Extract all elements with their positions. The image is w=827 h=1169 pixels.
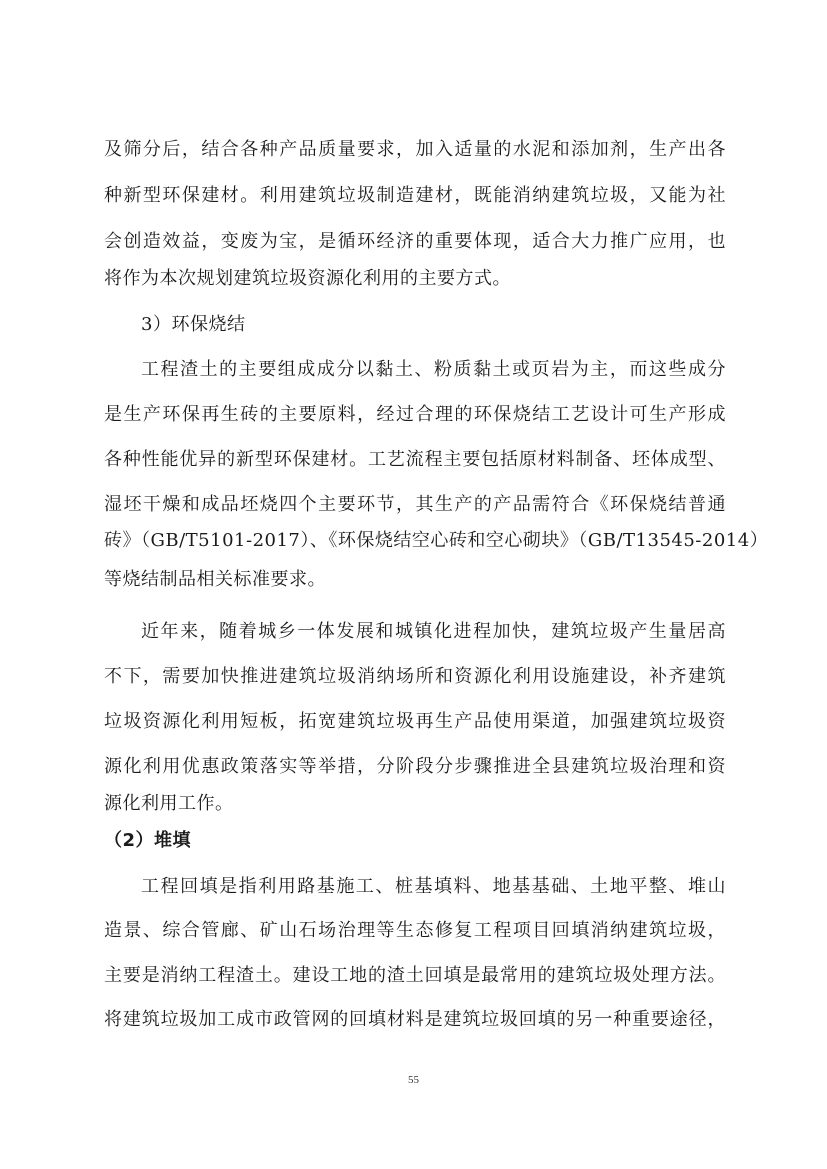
paragraph-line: 源化利用优惠政策落实等举措，分阶段分步骤推进全县建筑垃圾治理和资 [104,756,726,777]
paragraph-line: 是生产环保再生砖的主要原料，经过合理的环保烧结工艺设计可生产形成 [104,404,726,425]
page-number: 55 [408,1074,419,1086]
paragraph-line: 垃圾资源化利用短板，拓宽建筑垃圾再生产品使用渠道，加强建筑垃圾资 [104,711,726,732]
paragraph-line: 将作为本次规划建筑垃圾资源化利用的主要方式。 [104,268,511,289]
paragraph-line: 工程回填是指利用路基施工、桩基填料、地基基础、土地平整、堆山 [141,876,726,897]
paragraph-line: 主要是消纳工程渣土。建设工地的渣土回填是最常用的建筑垃圾处理方法。 [104,965,726,986]
paragraph-line: 等烧结制品相关标准要求。 [104,569,326,590]
subsection-heading: 3）环保烧结 [141,314,246,335]
paragraph-line: 会创造效益，变废为宝，是循环经济的重要体现，适合大力推广应用，也 [104,231,726,252]
paragraph-line: 造景、综合管廊、矿山石场治理等生态修复工程项目回填消纳建筑垃圾， [104,920,726,941]
paragraph-line: 源化利用工作。 [104,793,234,814]
section-heading: （2）堆填 [104,830,192,851]
paragraph-line: 工程渣土的主要组成成分以黏土、粉质黏土或页岩为主，而这些成分 [141,359,726,380]
paragraph-line: 各种性能优异的新型环保建材。工艺流程主要包括原材料制备、坯体成型、 [104,449,726,470]
paragraph-line: 砖》（GB/T5101-2017）、《环保烧结空心砖和空心砌块》（GB/T13545-2014） [104,530,769,551]
paragraph-line: 近年来，随着城乡一体发展和城镇化进程加快，建筑垃圾产生量居高 [141,621,726,642]
paragraph-line: 将建筑垃圾加工成市政管网的回填材料是建筑垃圾回填的另一种重要途径， [104,1009,726,1030]
paragraph-line: 不下，需要加快推进建筑垃圾消纳场所和资源化利用设施建设，补齐建筑 [104,666,726,687]
paragraph-line: 湿坯干燥和成品坯烧四个主要环节，其生产的产品需符合《环保烧结普通 [104,494,726,515]
paragraph-line: 及筛分后，结合各种产品质量要求，加入适量的水泥和添加剂，生产出各 [104,139,726,160]
paragraph-line: 种新型环保建材。利用建筑垃圾制造建材，既能消纳建筑垃圾，又能为社 [104,185,726,206]
